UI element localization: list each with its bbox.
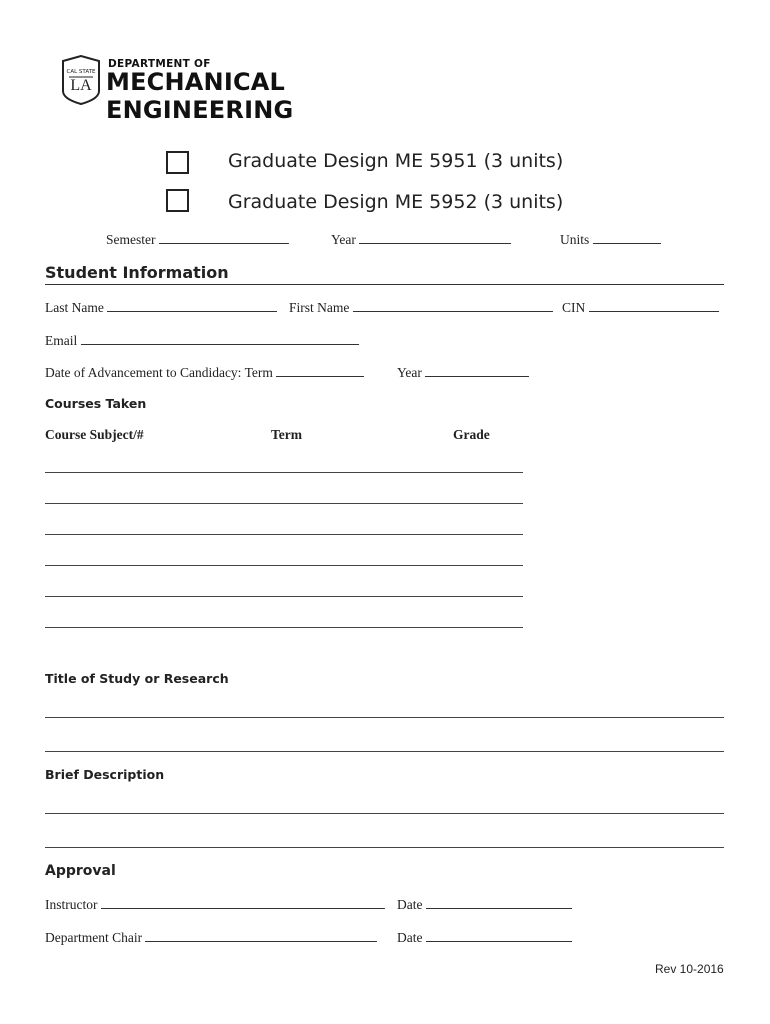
course-row-5-input[interactable] [45,596,523,597]
instructor-date-label: Date [397,897,423,912]
course-5952-checkbox[interactable] [166,189,189,212]
description-line-2-input[interactable] [45,847,724,848]
instructor-date-input[interactable] [426,896,572,909]
description-line-1-input[interactable] [45,813,724,814]
year-field [331,231,511,248]
col-grade: Grade [453,427,490,442]
first-name-field [289,299,553,316]
cal-state-la-logo [60,55,102,105]
units-field [560,231,661,248]
year-input[interactable] [359,231,511,244]
svg-text:LA: LA [70,77,92,94]
email-input[interactable] [81,332,359,345]
revision-label: Rev 10-2016 [655,962,724,976]
course-row-1-input[interactable] [45,472,523,473]
advancement-term-label: Date of Advancement to Candidacy: Term [45,365,273,380]
chair-date-label: Date [397,930,423,945]
chair-label: Department Chair [45,930,143,945]
cin-field [562,299,719,316]
col-course-subject: Course Subject/# [45,427,144,442]
courses-taken-heading: Courses Taken [45,396,147,411]
last-name-field [45,299,277,316]
course-row-2-input[interactable] [45,503,523,504]
title-of-study-heading: Title of Study or Research [45,671,229,686]
advancement-term-field [45,364,364,381]
chair-date-input[interactable] [426,929,572,942]
title-line-2-input[interactable] [45,751,724,752]
email-label: Email [45,333,78,348]
chair-input[interactable] [145,929,377,942]
course-row-4-input[interactable] [45,565,523,566]
course-row-6-input[interactable] [45,627,523,628]
units-input[interactable] [593,231,661,244]
first-name-input[interactable] [353,299,553,312]
units-label: Units [560,232,590,247]
semester-label: Semester [106,232,156,247]
advancement-year-input[interactable] [425,364,529,377]
last-name-input[interactable] [107,299,277,312]
chair-date-field [397,929,572,946]
chair-field [45,929,377,946]
advancement-term-input[interactable] [276,364,364,377]
year-label: Year [331,232,356,247]
instructor-date-field [397,896,572,913]
brief-description-heading: Brief Description [45,767,165,782]
approval-heading: Approval [45,863,116,879]
instructor-input[interactable] [101,896,385,909]
advancement-year-label: Year [397,365,422,380]
logo-text: CAL STATE [66,69,96,75]
last-name-label: Last Name [45,300,104,315]
col-term: Term [271,427,302,442]
advancement-year-field [397,364,529,381]
course-5951-checkbox[interactable] [166,151,189,174]
dept-name-line1: MECHANICAL [106,68,286,96]
email-field [45,332,359,349]
semester-field [106,231,289,248]
title-line-1-input[interactable] [45,717,724,718]
course-row-3-input[interactable] [45,534,523,535]
semester-input[interactable] [159,231,289,244]
instructor-label: Instructor [45,897,98,912]
cin-input[interactable] [589,299,719,312]
student-info-heading: Student Information [45,263,229,282]
dept-name-line2: ENGINEERING [106,96,294,124]
first-name-label: First Name [289,300,350,315]
dept-of-label: DEPARTMENT OF [108,58,211,70]
instructor-field [45,896,385,913]
course-5951-label: Graduate Design ME 5951 (3 units) [228,150,564,172]
student-info-divider [45,284,724,285]
cin-label: CIN [562,300,586,315]
course-5952-label: Graduate Design ME 5952 (3 units) [228,191,564,213]
